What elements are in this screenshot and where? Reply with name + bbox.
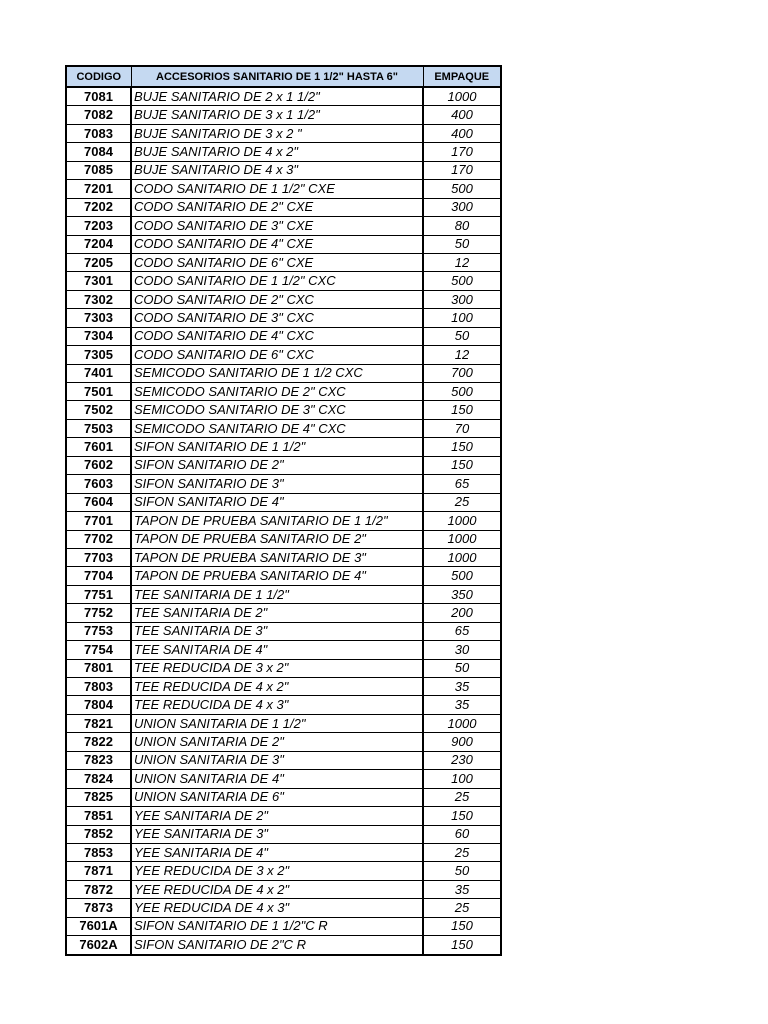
cell-description: CODO SANITARIO DE 3" CXC (131, 309, 423, 327)
cell-empaque: 65 (423, 622, 501, 640)
table-row (66, 327, 501, 345)
cell-description: TEE SANITARIA DE 1 1/2" (131, 585, 423, 603)
table-row (66, 383, 501, 401)
header-codigo: CODIGO (66, 66, 131, 87)
cell-code: 7603 (66, 475, 131, 493)
cell-code: 7804 (66, 696, 131, 714)
cell-code: 7803 (66, 678, 131, 696)
table-row (66, 143, 501, 161)
cell-description: YEE SANITARIA DE 4" (131, 843, 423, 861)
cell-description: SIFON SANITARIO DE 4" (131, 493, 423, 511)
table-row (66, 290, 501, 308)
cell-empaque: 25 (423, 899, 501, 917)
cell-empaque: 500 (423, 180, 501, 198)
cell-empaque: 150 (423, 936, 501, 955)
cell-code: 7821 (66, 714, 131, 732)
cell-code: 7503 (66, 419, 131, 437)
cell-empaque: 70 (423, 419, 501, 437)
cell-empaque: 35 (423, 880, 501, 898)
cell-empaque: 400 (423, 124, 501, 142)
cell-code: 7081 (66, 87, 131, 106)
cell-description: TAPON DE PRUEBA SANITARIO DE 3" (131, 548, 423, 566)
cell-code: 7303 (66, 309, 131, 327)
cell-code: 7502 (66, 401, 131, 419)
cell-code: 7601 (66, 438, 131, 456)
table-row (66, 272, 501, 290)
cell-description: BUJE SANITARIO DE 4 x 3" (131, 161, 423, 179)
cell-code: 7083 (66, 124, 131, 142)
cell-code: 7082 (66, 106, 131, 124)
cell-empaque: 500 (423, 272, 501, 290)
cell-code: 7304 (66, 327, 131, 345)
table-row (66, 364, 501, 382)
table-row (66, 825, 501, 843)
cell-empaque: 50 (423, 327, 501, 345)
cell-description: UNION SANITARIA DE 6" (131, 788, 423, 806)
cell-description: TAPON DE PRUEBA SANITARIO DE 1 1/2" (131, 512, 423, 530)
cell-description: CODO SANITARIO DE 1 1/2" CXC (131, 272, 423, 290)
cell-description: CODO SANITARIO DE 4" CXE (131, 235, 423, 253)
cell-description: TEE REDUCIDA DE 4 x 2" (131, 678, 423, 696)
cell-description: BUJE SANITARIO DE 4 x 2" (131, 143, 423, 161)
table-header-row (66, 66, 501, 87)
cell-description: SIFON SANITARIO DE 2"C R (131, 936, 423, 955)
cell-description: SEMICODO SANITARIO DE 1 1/2 CXC (131, 364, 423, 382)
cell-code: 7703 (66, 548, 131, 566)
cell-code: 7702 (66, 530, 131, 548)
table-body (66, 87, 501, 955)
header-empaque: EMPAQUE (423, 66, 501, 87)
cell-empaque: 1000 (423, 548, 501, 566)
cell-description: CODO SANITARIO DE 3" CXE (131, 217, 423, 235)
table-row (66, 438, 501, 456)
table-row (66, 714, 501, 732)
cell-description: TAPON DE PRUEBA SANITARIO DE 4" (131, 567, 423, 585)
cell-empaque: 100 (423, 770, 501, 788)
cell-description: YEE REDUCIDA DE 4 x 2" (131, 880, 423, 898)
cell-description: TEE SANITARIA DE 3" (131, 622, 423, 640)
cell-description: UNION SANITARIA DE 1 1/2" (131, 714, 423, 732)
cell-code: 7305 (66, 346, 131, 364)
cell-empaque: 500 (423, 567, 501, 585)
table-row (66, 235, 501, 253)
cell-code: 7601A (66, 917, 131, 935)
cell-code: 7751 (66, 585, 131, 603)
table-row (66, 106, 501, 124)
table-row (66, 733, 501, 751)
cell-empaque: 35 (423, 696, 501, 714)
table-row (66, 87, 501, 106)
cell-empaque: 500 (423, 383, 501, 401)
cell-description: TEE SANITARIA DE 4" (131, 641, 423, 659)
cell-code: 7754 (66, 641, 131, 659)
cell-code: 7085 (66, 161, 131, 179)
cell-code: 7201 (66, 180, 131, 198)
cell-empaque: 150 (423, 401, 501, 419)
table-row (66, 309, 501, 327)
cell-description: CODO SANITARIO DE 1 1/2" CXE (131, 180, 423, 198)
header-description: ACCESORIOS SANITARIO DE 1 1/2" HASTA 6" (131, 66, 423, 87)
cell-code: 7824 (66, 770, 131, 788)
cell-empaque: 25 (423, 843, 501, 861)
table-row (66, 880, 501, 898)
cell-description: CODO SANITARIO DE 6" CXE (131, 253, 423, 271)
table-row (66, 899, 501, 917)
cell-code: 7205 (66, 253, 131, 271)
table-row (66, 678, 501, 696)
cell-empaque: 1000 (423, 512, 501, 530)
cell-code: 7871 (66, 862, 131, 880)
cell-empaque: 300 (423, 198, 501, 216)
table-row (66, 419, 501, 437)
cell-empaque: 12 (423, 253, 501, 271)
cell-code: 7851 (66, 807, 131, 825)
cell-description: BUJE SANITARIO DE 3 x 1 1/2" (131, 106, 423, 124)
cell-empaque: 30 (423, 641, 501, 659)
cell-description: YEE REDUCIDA DE 4 x 3" (131, 899, 423, 917)
cell-empaque: 900 (423, 733, 501, 751)
cell-empaque: 25 (423, 493, 501, 511)
cell-description: TEE REDUCIDA DE 4 x 3" (131, 696, 423, 714)
table-row (66, 493, 501, 511)
cell-empaque: 50 (423, 862, 501, 880)
cell-code: 7872 (66, 880, 131, 898)
cell-code: 7501 (66, 383, 131, 401)
cell-description: SIFON SANITARIO DE 2" (131, 456, 423, 474)
table-row (66, 475, 501, 493)
table-row (66, 788, 501, 806)
cell-empaque: 35 (423, 678, 501, 696)
cell-code: 7701 (66, 512, 131, 530)
cell-code: 7825 (66, 788, 131, 806)
table-row (66, 696, 501, 714)
cell-code: 7752 (66, 604, 131, 622)
cell-code: 7301 (66, 272, 131, 290)
cell-empaque: 1000 (423, 87, 501, 106)
cell-code: 7704 (66, 567, 131, 585)
cell-code: 7204 (66, 235, 131, 253)
cell-description: CODO SANITARIO DE 2" CXC (131, 290, 423, 308)
cell-code: 7822 (66, 733, 131, 751)
cell-empaque: 100 (423, 309, 501, 327)
table-row (66, 530, 501, 548)
table-row (66, 253, 501, 271)
cell-code: 7084 (66, 143, 131, 161)
table-row (66, 659, 501, 677)
cell-description: SEMICODO SANITARIO DE 3" CXC (131, 401, 423, 419)
cell-code: 7602A (66, 936, 131, 955)
table-row (66, 217, 501, 235)
cell-code: 7401 (66, 364, 131, 382)
table-row (66, 843, 501, 861)
cell-empaque: 150 (423, 438, 501, 456)
cell-empaque: 170 (423, 161, 501, 179)
table-row (66, 456, 501, 474)
table-row (66, 917, 501, 935)
cell-code: 7873 (66, 899, 131, 917)
cell-description: YEE SANITARIA DE 2" (131, 807, 423, 825)
cell-description: CODO SANITARIO DE 2" CXE (131, 198, 423, 216)
cell-description: TEE SANITARIA DE 2" (131, 604, 423, 622)
table-row (66, 198, 501, 216)
cell-empaque: 65 (423, 475, 501, 493)
cell-description: YEE REDUCIDA DE 3 x 2" (131, 862, 423, 880)
table-row (66, 567, 501, 585)
price-table (65, 65, 502, 956)
table-row (66, 548, 501, 566)
cell-empaque: 350 (423, 585, 501, 603)
cell-description: SIFON SANITARIO DE 3" (131, 475, 423, 493)
cell-description: SEMICODO SANITARIO DE 4" CXC (131, 419, 423, 437)
cell-empaque: 1000 (423, 714, 501, 732)
cell-description: SIFON SANITARIO DE 1 1/2"C R (131, 917, 423, 935)
cell-description: UNION SANITARIA DE 4" (131, 770, 423, 788)
cell-code: 7853 (66, 843, 131, 861)
table-row (66, 807, 501, 825)
cell-empaque: 50 (423, 659, 501, 677)
cell-description: SEMICODO SANITARIO DE 2" CXC (131, 383, 423, 401)
table-row (66, 936, 501, 955)
cell-empaque: 170 (423, 143, 501, 161)
cell-description: BUJE SANITARIO DE 2 x 1 1/2" (131, 87, 423, 106)
table-row (66, 641, 501, 659)
cell-empaque: 50 (423, 235, 501, 253)
table-row (66, 622, 501, 640)
table-row (66, 124, 501, 142)
cell-code: 7602 (66, 456, 131, 474)
cell-description: BUJE SANITARIO DE 3 x 2 " (131, 124, 423, 142)
cell-description: YEE SANITARIA DE 3" (131, 825, 423, 843)
table-row (66, 604, 501, 622)
cell-description: CODO SANITARIO DE 4" CXC (131, 327, 423, 345)
cell-empaque: 1000 (423, 530, 501, 548)
cell-code: 7823 (66, 751, 131, 769)
table-row (66, 585, 501, 603)
cell-code: 7753 (66, 622, 131, 640)
cell-code: 7852 (66, 825, 131, 843)
cell-description: TAPON DE PRUEBA SANITARIO DE 2" (131, 530, 423, 548)
table-row (66, 770, 501, 788)
table-row (66, 751, 501, 769)
cell-code: 7203 (66, 217, 131, 235)
table-row (66, 512, 501, 530)
cell-empaque: 12 (423, 346, 501, 364)
cell-description: UNION SANITARIA DE 3" (131, 751, 423, 769)
cell-description: SIFON SANITARIO DE 1 1/2" (131, 438, 423, 456)
cell-code: 7801 (66, 659, 131, 677)
cell-empaque: 80 (423, 217, 501, 235)
table-row (66, 161, 501, 179)
cell-empaque: 700 (423, 364, 501, 382)
cell-empaque: 150 (423, 807, 501, 825)
table-row (66, 180, 501, 198)
cell-code: 7604 (66, 493, 131, 511)
table-row (66, 401, 501, 419)
cell-empaque: 400 (423, 106, 501, 124)
cell-description: TEE REDUCIDA DE 3 x 2" (131, 659, 423, 677)
cell-empaque: 150 (423, 917, 501, 935)
table-row (66, 346, 501, 364)
cell-empaque: 230 (423, 751, 501, 769)
table-row (66, 862, 501, 880)
cell-description: CODO SANITARIO DE 6" CXC (131, 346, 423, 364)
cell-empaque: 300 (423, 290, 501, 308)
cell-description: UNION SANITARIA DE 2" (131, 733, 423, 751)
cell-empaque: 150 (423, 456, 501, 474)
cell-empaque: 60 (423, 825, 501, 843)
cell-code: 7302 (66, 290, 131, 308)
cell-empaque: 200 (423, 604, 501, 622)
cell-empaque: 25 (423, 788, 501, 806)
cell-code: 7202 (66, 198, 131, 216)
